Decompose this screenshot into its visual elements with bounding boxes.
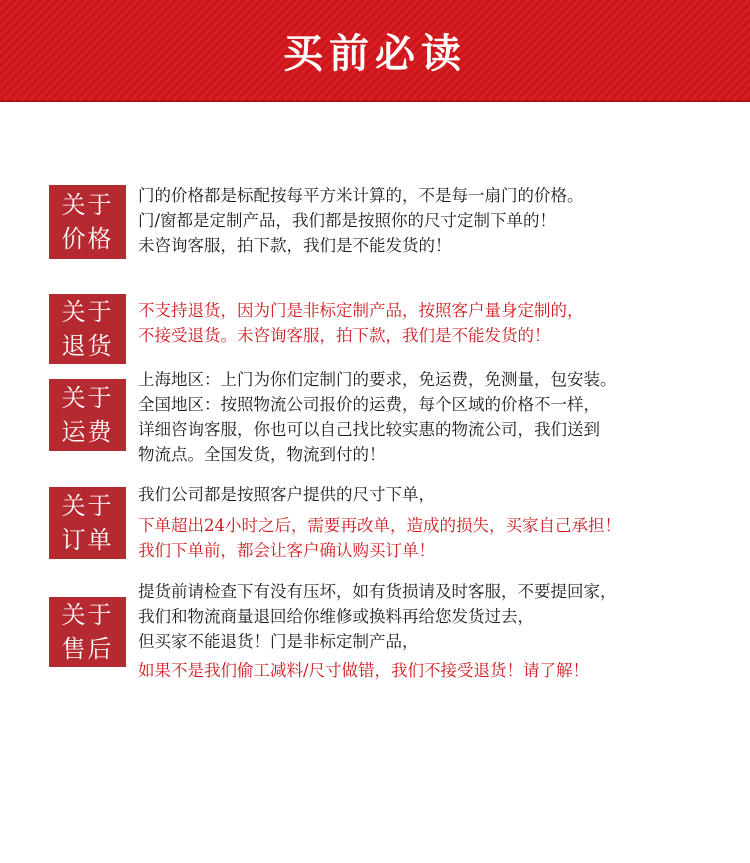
page-title: 买前必读 [283, 29, 467, 77]
section-label-after-sales [49, 597, 126, 667]
section-label-price [49, 185, 126, 259]
label-line: 运费 [61, 418, 114, 446]
section-label-shipping [49, 379, 126, 451]
text-line: 上海地区：上门为你们定制门的要求，免运费，免测量，包安装。 [138, 370, 617, 389]
text-line: 我们公司都是按照客户提供的尺寸下单， [138, 485, 435, 504]
text-line: 门/窗都是定制产品，我们都是按照你的尺寸定制下单的！ [138, 211, 557, 230]
text-line: 如果不是我们偷工减料/尺寸做错，我们不接受退货！请了解！ [138, 661, 590, 680]
section-label-returns [49, 294, 126, 364]
header-banner [0, 0, 750, 102]
text-line: 提货前请检查下有没有压坏，如有货损请及时客服，不要提回家， [138, 582, 617, 601]
text-line: 未咨询客服，拍下款，我们是不能发货的！ [138, 236, 452, 255]
label-line: 关于 [61, 601, 114, 629]
text-line: 门的价格都是标配按每平方米计算的，不是每一扇门的价格。 [138, 186, 584, 205]
section-text [138, 579, 750, 683]
text-line: 下单超出24小时之后，需要再改单，造成的损失，买家自己承担！ [138, 516, 621, 535]
label-line: 关于 [61, 298, 114, 326]
label-line: 退货 [61, 332, 114, 360]
label-line: 订单 [61, 526, 114, 554]
text-line: 不支持退货，因为门是非标定制产品，按照客户量身定制的， [138, 301, 584, 320]
label-line: 关于 [61, 384, 114, 412]
text-line: 不接受退货。未咨询客服，拍下款，我们是不能发货的！ [138, 326, 551, 345]
text-line: 我们下单前，都会让客户确认购买订单！ [138, 541, 435, 560]
label-line: 价格 [61, 225, 114, 253]
text-line: 我们和物流商量退回给你维修或换料再给您发货过去， [138, 607, 534, 626]
label-line: 关于 [61, 492, 114, 520]
label-line: 关于 [61, 191, 114, 219]
section-text [138, 482, 750, 563]
text-line: 物流点。全国发货，物流到付的！ [138, 445, 386, 464]
text-line: 详细咨询客服，你也可以自己找比较实惠的物流公司，我们送到 [138, 420, 600, 439]
label-line: 售后 [61, 635, 114, 663]
text-line: 全国地区：按照物流公司报价的运费，每个区域的价格不一样， [138, 395, 600, 414]
section-text [138, 298, 750, 348]
section-label-orders [49, 487, 126, 559]
text-line: 但买家不能退货！门是非标定制产品， [138, 632, 419, 651]
section-text [138, 367, 750, 467]
section-text [138, 183, 750, 258]
